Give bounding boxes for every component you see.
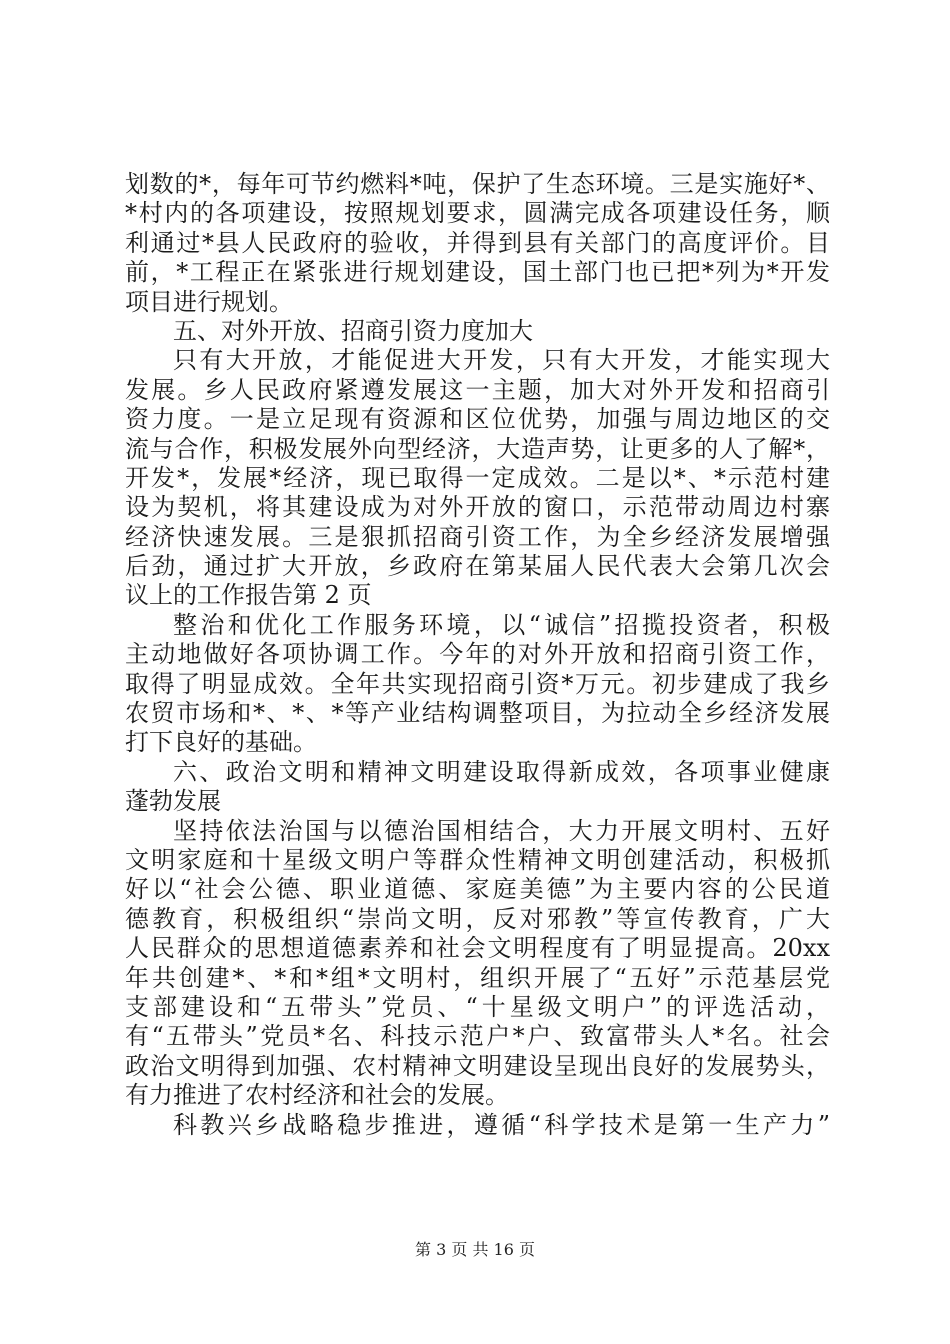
- text-line: 支部建设和“五带头”党员、“十星级文明户”的评选活动，: [125, 992, 830, 1021]
- text-line: 好以“社会公德、职业道德、家庭美德”为主要内容的公民道: [125, 875, 830, 904]
- page-footer: 第 3 页 共 16 页: [415, 1240, 535, 1259]
- text-line: 年共创建*、*和*组*文明村，组织开展了“五好”示范基层党: [125, 963, 830, 992]
- text-line: 议上的工作报告第 2 页: [125, 581, 372, 610]
- text-line: 流与合作，积极发展外向型经济，大造声势，让更多的人了解*，: [125, 434, 830, 463]
- document-body: [125, 170, 830, 1140]
- text-line: 打下良好的基础。: [125, 728, 317, 757]
- text-line: 文明家庭和十星级文明户等群众性精神文明创建活动，积极抓: [125, 845, 830, 874]
- text-line: 蓬勃发展: [125, 787, 221, 816]
- text-line: 农贸市场和*、*、*等产业结构调整项目，为拉动全乡经济发展: [125, 699, 830, 728]
- text-line: 六、政治文明和精神文明建设取得新成效，各项事业健康: [173, 757, 830, 786]
- text-line: 后劲，通过扩大开放，乡政府在第某届人民代表大会第几次会: [125, 552, 830, 581]
- text-line: 划数的*，每年可节约燃料*吨，保护了生态环境。三是实施好*、: [125, 170, 830, 198]
- text-line: 政治文明得到加强、农村精神文明建设呈现出良好的发展势头，: [125, 1051, 830, 1080]
- text-line: 取得了明显成效。全年共实现招商引资*万元。初步建成了我乡: [125, 669, 830, 698]
- text-line: 科教兴乡战略稳步推进，遵循“科学技术是第一生产力”: [173, 1110, 830, 1139]
- text-line: 人民群众的思想道德素养和社会文明程度有了明显提高。20xx: [125, 934, 830, 963]
- text-line: 前，*工程正在紧张进行规划建设，国土部门也已把*列为*开发: [125, 258, 830, 287]
- text-line: 发展。乡人民政府紧遵发展这一主题，加大对外开发和招商引: [125, 375, 830, 404]
- text-line: 经济快速发展。三是狠抓招商引资工作，为全乡经济发展增强: [125, 522, 830, 551]
- text-line: 利通过*县人民政府的验收，并得到县有关部门的高度评价。目: [125, 228, 830, 257]
- text-line: 资力度。一是立足现有资源和区位优势，加强与周边地区的交: [125, 405, 830, 434]
- text-line: 整治和优化工作服务环境，以“诚信”招揽投资者，积极: [173, 610, 830, 639]
- text-line: 只有大开放，才能促进大开发，只有大开发，才能实现大: [173, 346, 830, 375]
- text-line: 德教育，积极组织“崇尚文明，反对邪教”等宣传教育，广大: [125, 904, 830, 933]
- text-line: *村内的各项建设，按照规划要求，圆满完成各项建设任务，顺: [125, 199, 830, 228]
- text-line: 主动地做好各项协调工作。今年的对外开放和招商引资工作，: [125, 640, 830, 669]
- text-line: 有“五带头”党员*名、科技示范户*户、致富带头人*名。社会: [125, 1022, 830, 1051]
- text-line: 五、对外开放、招商引资力度加大: [173, 316, 533, 345]
- text-line: 设为契机，将其建设成为对外开放的窗口，示范带动周边村寨: [125, 493, 830, 522]
- text-line: 开发*，发展*经济，现已取得一定成效。二是以*、*示范村建: [125, 463, 830, 492]
- text-line: 项目进行规划。: [125, 287, 293, 316]
- text-line: 坚持依法治国与以德治国相结合，大力开展文明村、五好: [173, 816, 830, 845]
- text-line: 有力推进了农村经济和社会的发展。: [125, 1081, 509, 1110]
